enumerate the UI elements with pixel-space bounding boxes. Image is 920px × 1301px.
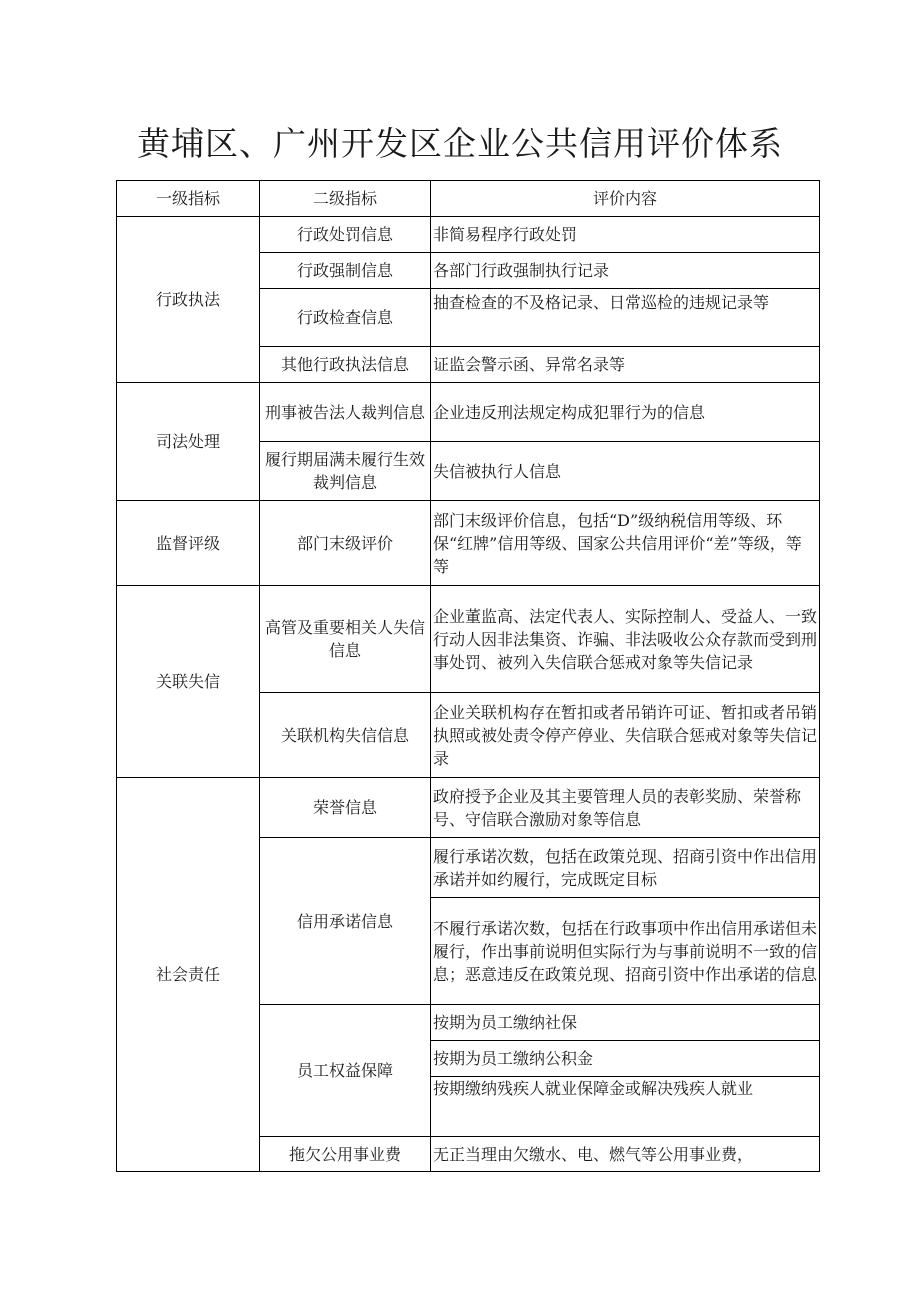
level1-cell: 关联失信: [117, 586, 260, 778]
level2-cell: 履行期届满未履行生效裁判信息: [260, 442, 431, 501]
credit-evaluation-table: [116, 180, 820, 1172]
content-cell: 履行承诺次数，包括在政策兑现、招商引资中作出信用承诺并如约履行，完成既定目标: [431, 838, 820, 898]
table-row: [117, 383, 820, 442]
content-cell: 政府授予企业及其主要管理人员的表彰奖励、荣誉称号、守信联合激励对象等信息: [431, 778, 820, 838]
level2-cell: 行政处罚信息: [260, 217, 431, 253]
content-cell: 企业董监高、法定代表人、实际控制人、受益人、一致行动人因非法集资、诈骗、非法吸收公众存款而受到刑事处罚、被列入失信联合惩戒对象等失信记录: [431, 586, 820, 693]
content-cell: 失信被执行人信息: [431, 442, 820, 501]
table-row: [117, 586, 820, 693]
table-header-row: [117, 181, 820, 217]
content-cell: 企业违反刑法规定构成犯罪行为的信息: [431, 383, 820, 442]
content-cell: 部门末级评价信息，包括“D”级纳税信用等级、环保“红牌”信用等级、国家公共信用评价“差”等级，等等: [431, 501, 820, 586]
level2-cell: 荣誉信息: [260, 778, 431, 838]
content-cell: 抽查检查的不及格记录、日常巡检的违规记录等: [431, 289, 820, 347]
content-cell: 无正当理由欠缴水、电、燃气等公用事业费，: [431, 1137, 820, 1172]
header-level2: 二级指标: [260, 181, 431, 217]
level2-cell: 其他行政执法信息: [260, 347, 431, 383]
table-row: [117, 778, 820, 838]
level1-cell: 行政执法: [117, 217, 260, 383]
level2-cell: 信用承诺信息: [260, 838, 431, 1005]
level2-cell: 员工权益保障: [260, 1005, 431, 1137]
level1-cell: 司法处理: [117, 383, 260, 501]
content-cell: 各部门行政强制执行记录: [431, 253, 820, 289]
header-level1: 一级指标: [117, 181, 260, 217]
level2-cell: 高管及重要相关人失信信息: [260, 586, 431, 693]
document-title: 黄埔区、广州开发区企业公共信用评价体系: [137, 124, 783, 163]
content-cell: 企业关联机构存在暂扣或者吊销许可证、暂扣或者吊销执照或被处责令停产停业、失信联合惩戒对象等失信记录: [431, 693, 820, 778]
content-cell: 按期为员工缴纳公积金: [431, 1041, 820, 1077]
level1-cell: 社会责任: [117, 778, 260, 1172]
level2-cell: 拖欠公用事业费: [260, 1137, 431, 1172]
table-row: [117, 501, 820, 586]
header-content: 评价内容: [431, 181, 820, 217]
content-cell: 不履行承诺次数，包括在行政事项中作出信用承诺但未履行，作出事前说明但实际行为与事前说明不一致的信息；恶意违反在政策兑现、招商引资中作出承诺的信息: [431, 898, 820, 1005]
level1-cell: 监督评级: [117, 501, 260, 586]
level2-cell: 部门末级评价: [260, 501, 431, 586]
level2-cell: 刑事被告法人裁判信息: [260, 383, 431, 442]
level2-cell: 行政强制信息: [260, 253, 431, 289]
content-cell: 按期为员工缴纳社保: [431, 1005, 820, 1041]
content-cell: 证监会警示函、异常名录等: [431, 347, 820, 383]
level2-cell: 行政检查信息: [260, 289, 431, 347]
content-cell: 按期缴纳残疾人就业保障金或解决残疾人就业: [431, 1077, 820, 1137]
table-row: [117, 217, 820, 253]
level2-cell: 关联机构失信信息: [260, 693, 431, 778]
content-cell: 非简易程序行政处罚: [431, 217, 820, 253]
